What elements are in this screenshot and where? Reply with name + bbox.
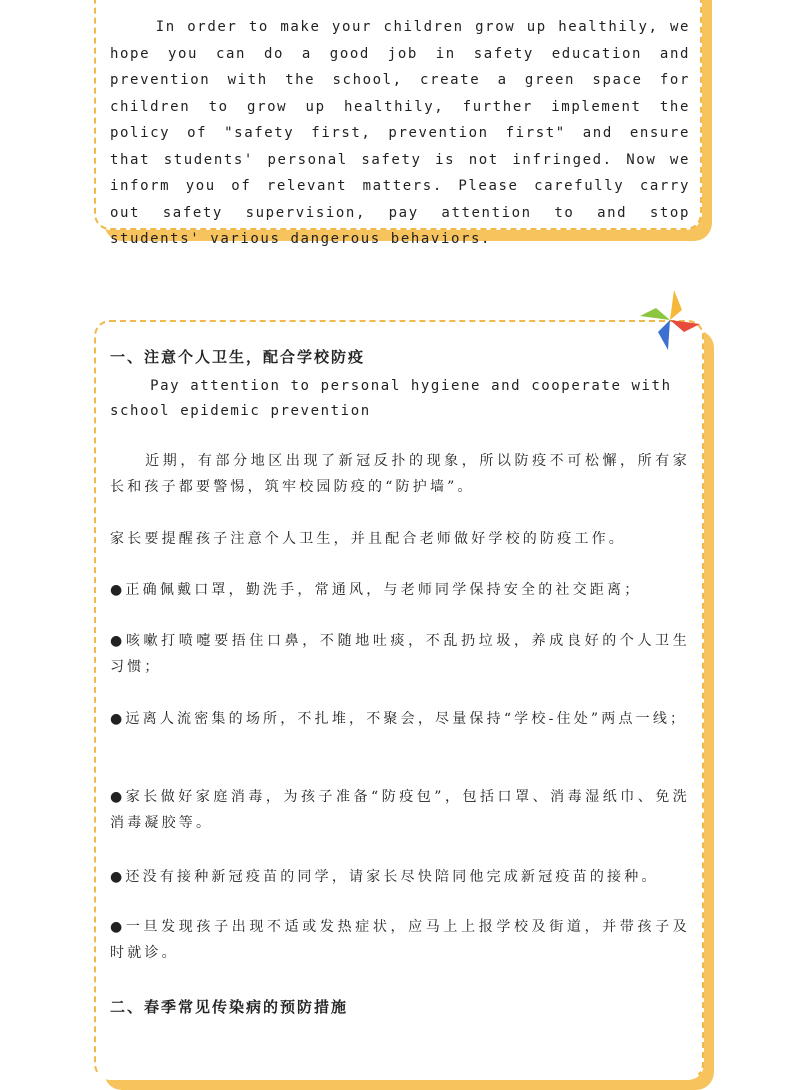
bullet-disinfection: ●家长做好家庭消毒，为孩子准备“防疫包”，包括口罩、消毒湿纸巾、免洗消毒凝胶等。 (110, 789, 690, 831)
windmill-icon (638, 288, 702, 352)
intro-card (94, 0, 702, 247)
bullet-crowds: ●远离人流密集的场所，不扎堆，不聚会，尽量保持“学校-住处”两点一线； (110, 711, 688, 727)
bullet-hygiene: ●咳嗽打喷嚏要捂住口鼻，不随地吐痰，不乱扔垃圾，养成良好的个人卫生习惯； (110, 633, 690, 675)
section1-english-subtitle: Pay attention to personal hygiene and cooperate with school epidemic prevention (110, 378, 682, 419)
paragraph-reminder: 家长要提醒孩子注意个人卫生，并且配合老师做好学校的防疫工作。 (110, 531, 626, 547)
bullet-mask: ●正确佩戴口罩，勤洗手，常通风，与老师同学保持安全的社交距离； (110, 582, 642, 598)
bullet-symptoms: ●一旦发现孩子出现不适或发热症状，应马上上报学校及街道，并带孩子及时就诊。 (110, 919, 690, 961)
bullet-vaccine: ●还没有接种新冠疫苗的同学，请家长尽快陪同他完成新冠疫苗的接种。 (110, 869, 659, 885)
intro-paragraph: In order to make your children grow up healthily, we hope you can do a good job in safety education and prevention with the school, create a green space for children to grow up healthily, further implement the policy of "safety first, prevention first" and ensure that students' personal safety is not infringed. Now we inform you of relevant matters. Please carefully carry out safety supervision, pay attention to and stop students' various dangerous behaviors. (110, 19, 701, 247)
paragraph-intro: 近期，有部分地区出现了新冠反扑的现象，所以防疫不可松懈，所有家长和孩子都要警惕，筑牢校园防疫的“防护墙”。 (110, 453, 690, 495)
section2-heading: 二、春季常见传染病的预防措施 (110, 998, 349, 1016)
section-card (94, 320, 704, 1080)
section1-heading: 一、注意个人卫生，配合学校防疫 (110, 348, 366, 366)
